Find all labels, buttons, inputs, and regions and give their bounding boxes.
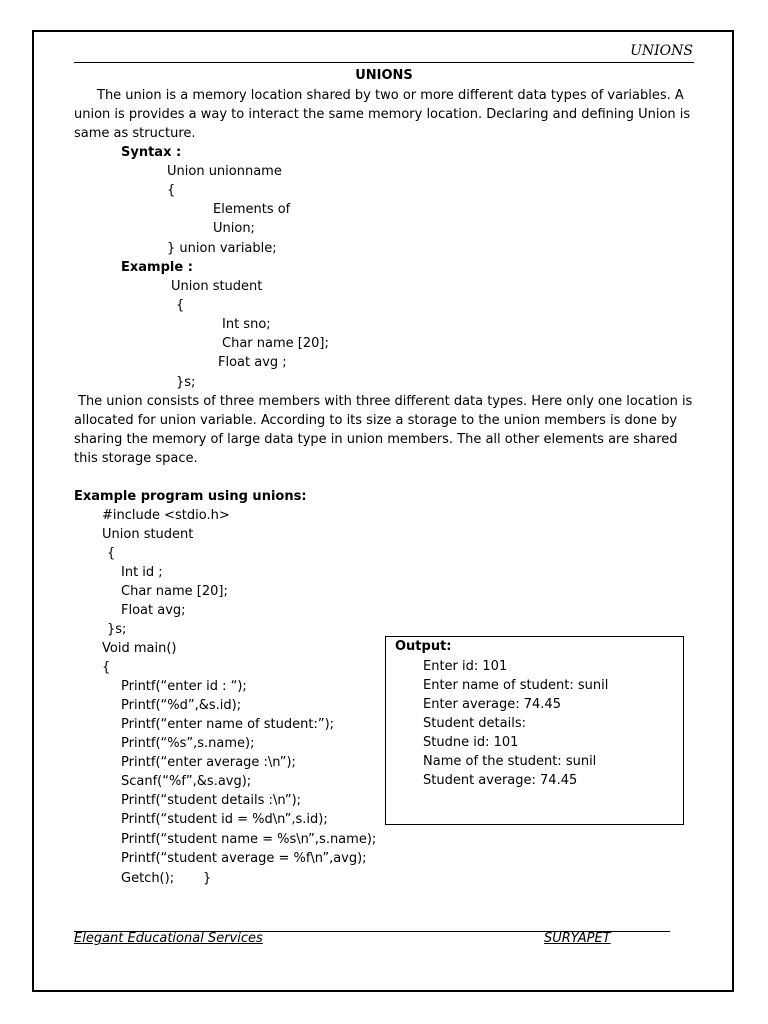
syntax-line: { [167,183,176,198]
example-line: Union student [171,279,263,294]
code-line: Printf(“enter id : “); [121,679,247,694]
code-line: { [107,546,116,561]
code-line: Printf(“student details :\n”); [121,793,302,808]
example-line: Int sno; [222,317,271,332]
code-line: Printf(“student average = %f\n”,avg); [121,851,367,866]
footer-location: SURYAPET [544,931,611,946]
output-line: Student average: 74.45 [423,773,578,788]
code-line: }s; [107,622,127,637]
code-line: Getch(); } [121,871,212,886]
syntax-label: Syntax : [121,145,182,160]
code-line: Printf(“enter name of student:”); [121,717,335,732]
header-title: UNIONS [630,43,693,59]
code-line: Union student [102,527,194,542]
output-line: Enter average: 74.45 [423,697,561,712]
code-line: Float avg; [121,603,186,618]
document-title: UNIONS [355,68,413,83]
output-line: Enter id: 101 [423,659,508,674]
code-line: Void main() [102,641,177,656]
code-line: Printf(“%s”,s.name); [121,736,255,751]
program-heading: Example program using unions: [74,489,307,504]
output-line: Enter name of student: sunil [423,678,609,693]
output-line: Studne id: 101 [423,735,519,750]
example-line: { [176,298,185,313]
example-line: }s; [176,375,196,390]
header-rule [74,62,694,63]
example-line: Float avg ; [218,355,287,370]
output-line: Name of the student: sunil [423,754,597,769]
explanation-paragraph: The union consists of three members with three different data types. Here only one location is allocated for union variable. According to its size a storage to the union members is done by sharing the memory of large data type in union members. The all other elements are shared this storage space. [74,394,693,466]
footer-organization: Elegant Educational Services [74,931,263,946]
syntax-line: Elements of [213,202,291,217]
code-line: #include <stdio.h> [102,508,230,523]
syntax-line: Union; [213,221,255,236]
code-line: { [102,660,111,675]
code-line: Scanf(“%f”,&s.avg); [121,774,252,789]
example-line: Char name [20]; [222,336,329,351]
intro-paragraph: The union is a memory location shared by two or more different data types of variables. A union is provides a way to interact the same memory location. Declaring and defining Union is same as structure. [74,88,691,141]
syntax-line: Union unionname [167,164,282,179]
output-heading: Output: [395,639,452,654]
code-line: Printf(“student name = %s\n”,s.name); [121,832,377,847]
example-label: Example : [121,260,193,275]
code-line: Int id ; [121,565,163,580]
code-line: Printf(“student id = %d\n”,s.id); [121,812,328,827]
code-line: Printf(“%d”,&s.id); [121,698,242,713]
code-line: Char name [20]; [121,584,228,599]
code-line: Printf(“enter average :\n”); [121,755,296,770]
output-line: Student details: [423,716,526,731]
syntax-line: } union variable; [167,241,277,256]
output-box [385,636,684,825]
